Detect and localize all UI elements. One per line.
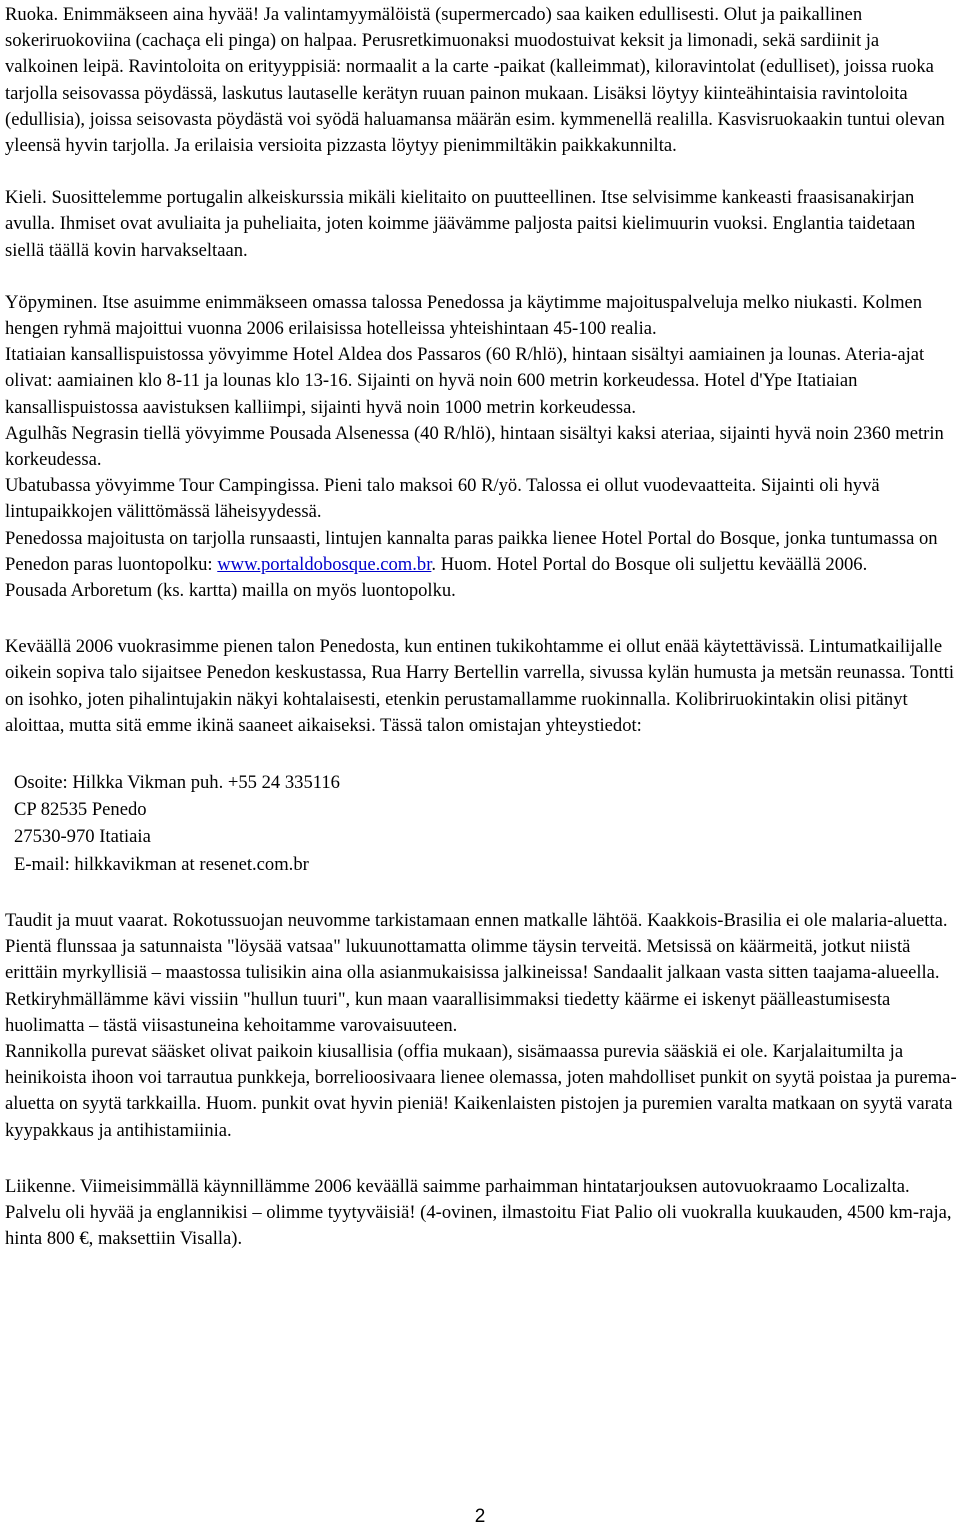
- food-paragraph: Ruoka. Enimmäkseen aina hyvää! Ja valintamyymälöistä (supermercado) saa kaiken edullisesti. Olut ja paikallinen sokeriruokoviina (cachaça eli pinga) on halpaa. Perusretkimuonaksi muodostuivat keksit ja limonadi, sekä sardiinit ja valkoinen leipä. Ravintoloita on erityyppisiä: normaalit a la carte -paikat (kalleimmat), kiloravintolat (edulliset), joissa ruoka tarjolla seisovassa pöydässä, laskutus lautaselle kerätyn ruuan painon mukaan. Lisäksi löytyy kiinteähintaisia ravintoloita (edullisia), joissa seisovasta pöydästä voi syödä haluamansa määrän esim. kymmenellä realilla. Kasvisruokaakin tuntui olevan yleensä hyvin tarjolla. Ja erilaisia versioita pizzasta löytyy pienimmiltäkin paikkakunnilta.: [5, 4, 945, 157]
- lodging-arboretum-paragraph: Pousada Arboretum (ks. kartta) mailla on myös luontopolku.: [5, 580, 456, 602]
- lodging-agulhas-paragraph: Agulhãs Negrasin tiellä yövyimme Pousada Alsenessa (40 R/hlö), hintaan sisältyi kaksi ateriaa, sijainti hyvä noin 2360 metrin korkeudessa.: [5, 422, 944, 471]
- penedo-text-after: . Huom. Hotel Portal do Bosque oli suljettu keväällä 2006.: [431, 553, 868, 575]
- health-paragraph: Taudit ja muut vaarat. Rokotussuojan neuvomme tarkistamaan ennen matkalle lähtöä. Kaakkois-Brasilia ei ole malaria-aluetta. Pientä flunssaa ja satunnaista "löysää vatsaa" lukuunottamatta olimme täysin terveitä. Metsissä on käärmeitä, jotkut niistä erittäin myrkyllisiä – maastossa tulisikin aina olla asianmukaisissa jalkineissa! Sandaalit jalkaan vasta sitten taajama-alueella. Retkiryhmällämme kävi vissiin "hullun tuuri", kun maan vaarallisimmaksi tiedetty käärme ei iskenyt päälleastumisesta huolimatta – tästä viisastuneina kehoitamme varovaisuuteen.: [5, 909, 948, 1036]
- owner-address-block: [5, 769, 957, 878]
- address-line: 27530-970 Itatiaia: [14, 826, 151, 848]
- lodging-itatiaia-paragraph: Itatiaian kansallispuistossa yövyimme Hotel Aldea dos Passaros (60 R/hlö), hintaan sisältyi aamiainen ja lounas. Ateria-ajat olivat: aamiainen klo 8-11 ja lounas klo 13-16. Sijainti on hyvä noin 600 metrin korkeudessa. Hotel d'Ype Itatiaian kansallispuistossa aavistuksen kalliimpi, sijainti hyvä noin 1000 metrin korkeudessa.: [5, 344, 925, 418]
- spacer: [5, 1144, 957, 1174]
- penedo-text-before: Penedossa majoitusta on tarjolla runsaasti, lintujen kannalta paras paikka lienee Hotel Portal do Bosque, jonka tuntumassa on Penedon paras luontopolku:: [5, 527, 938, 575]
- address-email-line: E-mail: hilkkavikman at resenet.com.br: [14, 853, 309, 875]
- spacer: [5, 878, 957, 908]
- spacer: [5, 159, 957, 185]
- spacer: [5, 264, 957, 290]
- document-page: [5, 2, 957, 1252]
- traffic-paragraph: Liikenne. Viimeisimmällä käynnillämme 2006 keväällä saimme parhaimman hintatarjouksen autovuokraamo Localizalta. Palvelu oli hyvää ja englannikisi – olimme tyytyväisiä! (4-ovinen, ilmastoitu Fiat Palio oli vuokralla kuukauden, 4500 km-raja, hinta 800 €, maksettiin Visalla).: [5, 1175, 952, 1250]
- portal-do-bosque-link[interactable]: www.portaldobosque.com.br: [217, 553, 432, 575]
- lodging-ubatuba-paragraph: Ubatubassa yövyimme Tour Campingissa. Pieni talo maksoi 60 R/yö. Talossa ei ollut vuodevaatteita. Sijainti oli hyvä lintupaikkojen välittömässä läheisyydessä.: [5, 475, 880, 523]
- address-line: CP 82535 Penedo: [14, 799, 147, 821]
- spacer: [5, 604, 957, 634]
- insects-paragraph: Rannikolla purevat sääsket olivat paikoin kiusallisia (offia mukaan), sisämaassa purevia sääskiä ei ole. Karjalaitumilta ja heinikoista ihoon voi tarrautua punkkeja, borrelioosivaara lienee olemassa, joten mahdolliset punkit on syytä poistaa ja purema-aluetta on syytä tarkkailla. Huom. punkit ovat hyvin pieniä! Kaikenlaisten pistojen ja puremien varalta matkaan on syytä varata kyypakkaus ja antihistamiinia.: [5, 1040, 957, 1141]
- page-number: 2: [474, 1506, 486, 1527]
- house-paragraph: Keväällä 2006 vuokrasimme pienen talon Penedosta, kun entinen tukikohtamme ei ollut enää käytettävissä. Lintumatkailijalle oikein sopiva talo sijaitsee Penedon keskustassa, Rua Harry Bertellin varrella, sivussa kylän humusta ja metsän reunassa. Tontti on isohko, joten pihalintujakin näkyi kohtalaisesti, etenkin perustamallamme ruokinnalla. Kolibriruokintakin olisi pitänyt aloittaa, mutta sitä emme ikinä saaneet aikaiseksi. Tässä talon omistajan yhteystiedot:: [5, 636, 955, 736]
- language-paragraph: Kieli. Suosittelemme portugalin alkeiskurssia mikäli kielitaito on puutteellinen. Itse selvisimme kankeasti fraasisanakirjan avulla. Ihmiset ovat avuliaita ja puheliaita, joten koimme jäävämme paljosta paitsi kielimuurin vuoksi. Englantia taidetaan siellä täällä kovin harvakseltaan.: [5, 187, 916, 261]
- address-line: Osoite: Hilkka Vikman puh. +55 24 335116: [14, 772, 340, 794]
- spacer: [5, 739, 957, 769]
- lodging-intro-paragraph: Yöpyminen. Itse asuimme enimmäkseen omassa talossa Penedossa ja käytimme majoituspalveluja melko niukasti. Kolmen hengen ryhmä majoittui vuonna 2006 erilaisissa hotelleissa yhteishintaan 45-100 realia.: [5, 291, 923, 340]
- lodging-penedo-paragraph: [5, 526, 957, 578]
